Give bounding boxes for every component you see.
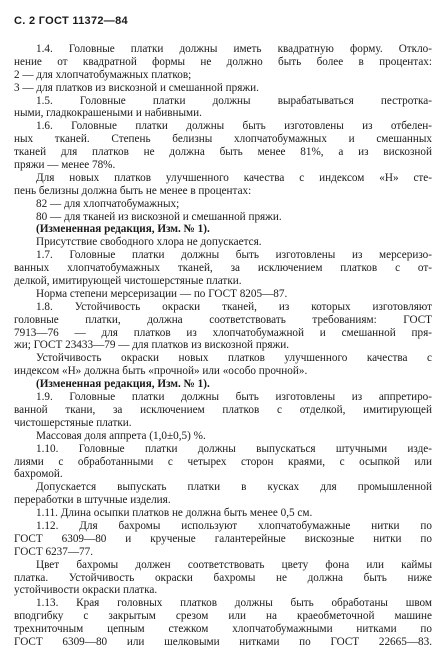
text-line: вподгибку с закрытым срезом или на краеобметочной машине — [14, 610, 432, 623]
text-line: бахромой. — [14, 468, 63, 481]
text-line: чистошерстяные платки. — [14, 416, 132, 429]
text-line: 3 — для платков из вискозной и смешанной пряжи. — [14, 81, 259, 94]
text-line: пряжи — менее 78%. — [14, 159, 116, 172]
text-line: 1.12. Для бахромы используют хлопчатобумажные нитки по — [36, 519, 432, 532]
text-line: трехниточным цепным стежком хлопчатобумажными нитками по — [14, 623, 432, 636]
text-line: Норма степени мерсеризации — по ГОСТ 8205—87. — [36, 287, 288, 300]
text-line: ГОСТ 6237—77. — [14, 545, 94, 558]
page-header: С. 2 ГОСТ 11372—84 — [14, 15, 128, 27]
text-line: Для новых платков улучшенного качества с индексом «Н» сте- — [36, 171, 432, 184]
text-line: 1.13. Края головных платков должны быть обработаны швом — [36, 597, 432, 610]
text-line: 1.10. Головные платки должны выпускаться штучными изде- — [36, 442, 432, 455]
text-line: Массовая доля аппрета (1,0±0,5) %. — [36, 429, 206, 442]
text-line: устойчивости окраски платка. — [14, 584, 158, 597]
text-line: 80 — для тканей из вискозной и смешанной пряжи. — [36, 210, 282, 223]
text-line: 1.11. Длина осыпки платков не должна быть менее 0,5 см. — [36, 507, 313, 520]
text-line: ванных хлопчатобумажных тканей, за исключением платков с от- — [14, 262, 432, 275]
text-line: ными, гладкокрашеными и набивными. — [14, 107, 202, 120]
text-line: нение от квадратной формы не должно быть более в процентах: — [14, 55, 432, 68]
text-line: ГОСТ 6309—80 и крученые галантерейные вискозные нитки по — [14, 532, 432, 545]
text-line: переработки в штучные изделия. — [14, 494, 171, 507]
text-line: 82 — для хлопчатобумажных; — [36, 197, 180, 210]
text-line: тканей для платков не должна быть менее 81%, а из вискозной — [14, 146, 432, 159]
text-line: Присутствие свободного хлора не допускается. — [36, 236, 262, 249]
text-line: 1.7. Головные платки должны быть изготовлены из мерсеризо- — [36, 249, 432, 262]
amendment-note-line: (Измененная редакция, Изм. № 1). — [36, 223, 210, 236]
text-line: ных тканей. Степень белизны хлопчатобумажных и смешанных — [14, 133, 432, 146]
text-line: Устойчивость окраски новых платков улучшенного качества с — [36, 352, 432, 365]
document-page — [14, 12, 432, 649]
text-line: 1.9. Головные платки должны быть изготовлены из аппретиро- — [36, 391, 432, 404]
text-line: лиями с обработанными с четырех сторон краями, с осыпкой или — [14, 455, 432, 468]
text-line: 7913—76 — для платков из хлопчатобумажной и смешанной пря- — [14, 326, 432, 339]
text-line: Допускается выпускать платки в кусках для промышленной — [36, 481, 432, 494]
body-text — [14, 43, 432, 649]
text-line: пень белизны должна быть не менее в процентах: — [14, 184, 252, 197]
text-line: платка. Устойчивость окраски бахромы не должна быть ниже — [14, 571, 432, 584]
text-line: 1.4. Головные платки должны иметь квадратную форму. Откло- — [36, 43, 432, 55]
text-line: головные платки, должна соответствовать требованиям: ГОСТ — [14, 313, 432, 326]
text-line: индексом «Н» должна быть «прочной» или «особо прочной». — [14, 365, 308, 378]
text-line: 1.5. Головные платки должны вырабатываться пестротка- — [36, 94, 432, 107]
text-line: ГОСТ 6309—80 или шелковыми нитками по ГОСТ 22665—83. — [14, 635, 432, 648]
text-line: ванной ткани, за исключением платков с отделкой, имитирующей — [14, 403, 432, 416]
text-line: Цвет бахромы должен соответствовать цвету фона или каймы — [36, 558, 432, 571]
text-line: жи; ГОСТ 23433—79 — для платков из вискозной пряжи. — [14, 339, 290, 352]
text-line: 1.8. Устойчивость окраски тканей, из которых изготовляют — [36, 300, 432, 313]
text-line: 1.6. Головные платки должны быть изготовлены из отбелен- — [36, 120, 432, 133]
text-line: 2 — для хлопчатобумажных платков; — [14, 68, 192, 81]
text-line: делкой, имитирующей чистошерстяные платки. — [14, 275, 242, 288]
amendment-note-line: (Измененная редакция, Изм. № 1). — [36, 378, 210, 391]
